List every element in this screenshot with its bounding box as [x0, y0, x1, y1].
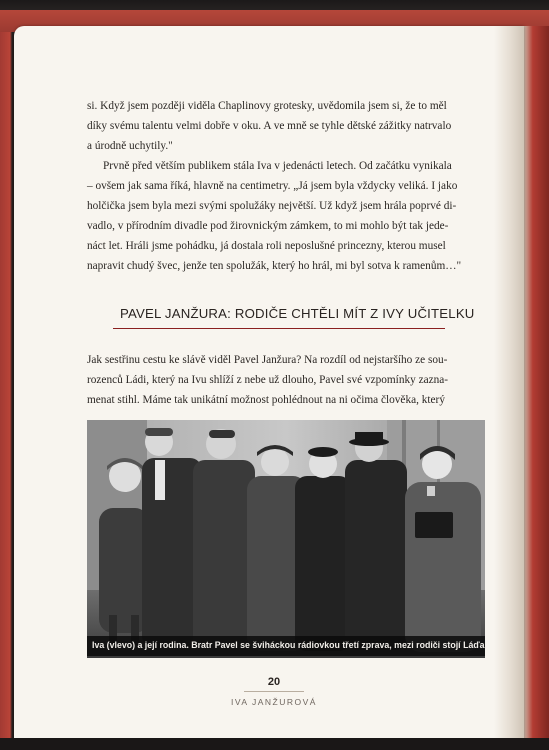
text-line: napravit chudý švec, jenže ten spolužák, který ho hrál, mi byl sotva k ramenům…" — [87, 260, 462, 272]
text-line: Prvně před větším publikem stála Iva v jedenácti letech. Od začátku vynikala — [103, 160, 452, 172]
text-line: rozenců Ládi, který na Ivu shlíží z nebe už dlouho, Pavel své vzpomínky zazna- — [87, 374, 449, 386]
text-line: si. Když jsem později viděla Chaplinovy grotesky, uvědomila jsem si, že to měl — [87, 100, 447, 112]
text-line: a úrodně uchytily." — [87, 140, 173, 152]
text-line: – ovšem jak sama říká, hlavně na centimetry. „Já jsem byla vždycky veliká. I jako — [87, 180, 458, 192]
scan-bottom-edge — [0, 738, 549, 750]
heading-underline — [113, 328, 445, 329]
person-man-hat — [345, 432, 407, 650]
cover-edge-right — [524, 26, 549, 750]
person-pavel — [295, 447, 351, 651]
text-line: díky svému talentu velmi dobře v oku. A ve mně se tyhle dětské zážitky natrvalo — [87, 120, 452, 132]
person-lada — [193, 429, 255, 650]
family-photo-image — [87, 420, 485, 658]
text-line: Jak sestřinu cestu ke slávě viděl Pavel Janžura? Na rozdíl od nejstaršího ze sou- — [87, 354, 448, 366]
family-photo — [87, 420, 485, 658]
running-footer-title: IVA JANŽUROVÁ — [231, 697, 317, 707]
section-heading: PAVEL JANŽURA: RODIČE CHTĚLI MÍT Z IVY UČITELKU — [120, 306, 475, 321]
page-gutter-shadow — [494, 26, 524, 742]
page-number: 20 — [267, 676, 281, 688]
text-line: holčička jsem byla mezi svými spolužáky největší. Už když jsem hrála poprvé di- — [87, 200, 457, 212]
photo-caption: Iva (vlevo) a její rodina. Bratr Pavel se šviháckou rádiovkou třetí zprava, mezi rodiči stojí Láďa. — [92, 640, 487, 650]
footer-rule — [244, 691, 304, 692]
text-line: náct let. Hráli jsme pohádku, já dostala roli neposlušné princezny, kterou musel — [87, 240, 446, 252]
text-line: vadlo, v přírodním divadle pod žirovnickým zámkem, to mi mohlo být tak jede- — [87, 220, 449, 232]
text-line: menat stihl. Máme tak unikátní možnost pohlédnout na ni očima člověka, který — [87, 394, 445, 406]
